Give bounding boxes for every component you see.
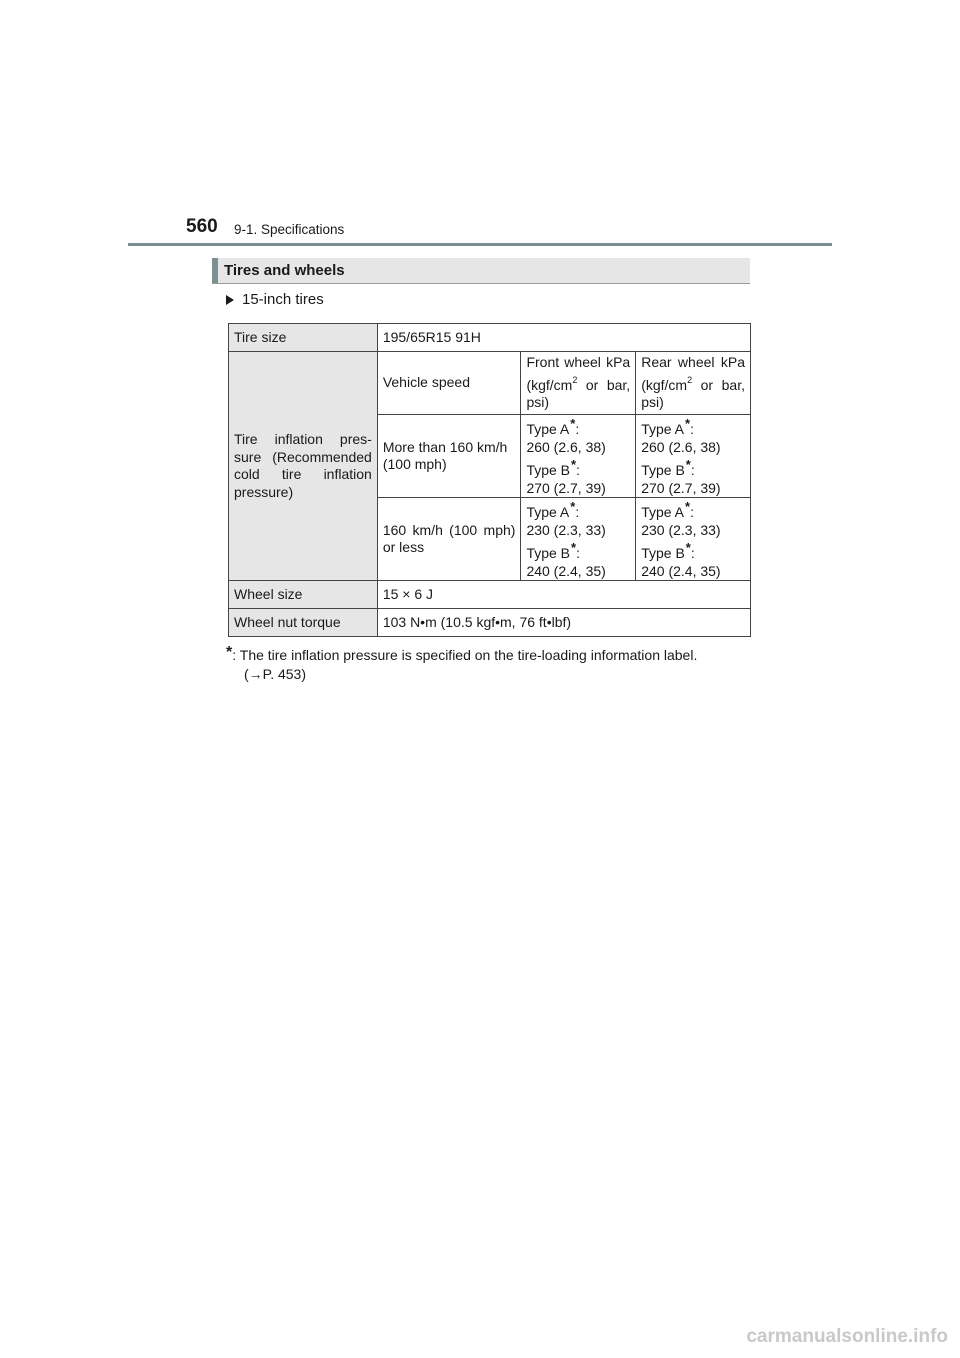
- watermark: carmanualsonline.info: [746, 1326, 948, 1347]
- footnote-page-reference: (→P. 453): [244, 666, 306, 682]
- speed-160-or-less: 160 km/h (100 mph) or less: [377, 498, 521, 581]
- triangle-bullet-icon: [226, 295, 234, 305]
- footnote: [226, 643, 751, 684]
- section-path: 9-1. Specifications: [234, 222, 345, 237]
- footnote-line-1: *: The tire inflation pressure is specified on the tire-loading information label.: [226, 644, 698, 663]
- wheel-nut-torque-value: 103 N•m (10.5 kgf•m, 76 ft•lbf): [377, 609, 750, 637]
- page-number: 560: [186, 216, 218, 237]
- section-title-accent-bar: [212, 258, 218, 283]
- front-wheel-header: Front wheel kPa ($kgf/cm^2$ or bar, psi): [521, 352, 636, 415]
- tire-size-value: 195/65R15 91H: [377, 324, 750, 352]
- front-pressure-over-160: Type A*: 260 (2.6, 38) Type B*: 270 (2.7, 39): [521, 415, 636, 498]
- table-row: [229, 352, 751, 415]
- rear-pressure-160-or-less: Type A*: 230 (2.3, 33) Type B*: 240 (2.4, 35): [636, 498, 751, 581]
- section-title: Tires and wheels: [224, 262, 345, 279]
- subheading: [226, 291, 324, 308]
- wheel-size-label: Wheel size: [229, 581, 378, 609]
- rear-pressure-over-160: Type A*: 260 (2.6, 38) Type B*: 270 (2.7, 39): [636, 415, 751, 498]
- wheel-size-value: 15 × 6 J: [377, 581, 750, 609]
- wheel-nut-torque-label: Wheel nut torque: [229, 609, 378, 637]
- table-row: [229, 581, 751, 609]
- section-title-band: [212, 258, 750, 284]
- header-rule: [128, 243, 832, 246]
- subheading-text: 15-inch tires: [242, 291, 324, 308]
- speed-over-160: More than 160 km/h (100 mph): [377, 415, 521, 498]
- rear-wheel-header: Rear wheel kPa ($kgf/cm^2$ or bar, psi): [636, 352, 751, 415]
- spec-table: [228, 323, 751, 637]
- tire-pressure-label: Tire inflation pres-sure (Recommended cold tire inflation pressure): [229, 352, 378, 581]
- table-row: [229, 324, 751, 352]
- tire-size-label: Tire size: [229, 324, 378, 352]
- vehicle-speed-header: Vehicle speed: [377, 352, 521, 415]
- front-pressure-160-or-less: Type A*: 230 (2.3, 33) Type B*: 240 (2.4, 35): [521, 498, 636, 581]
- table-row: [229, 609, 751, 637]
